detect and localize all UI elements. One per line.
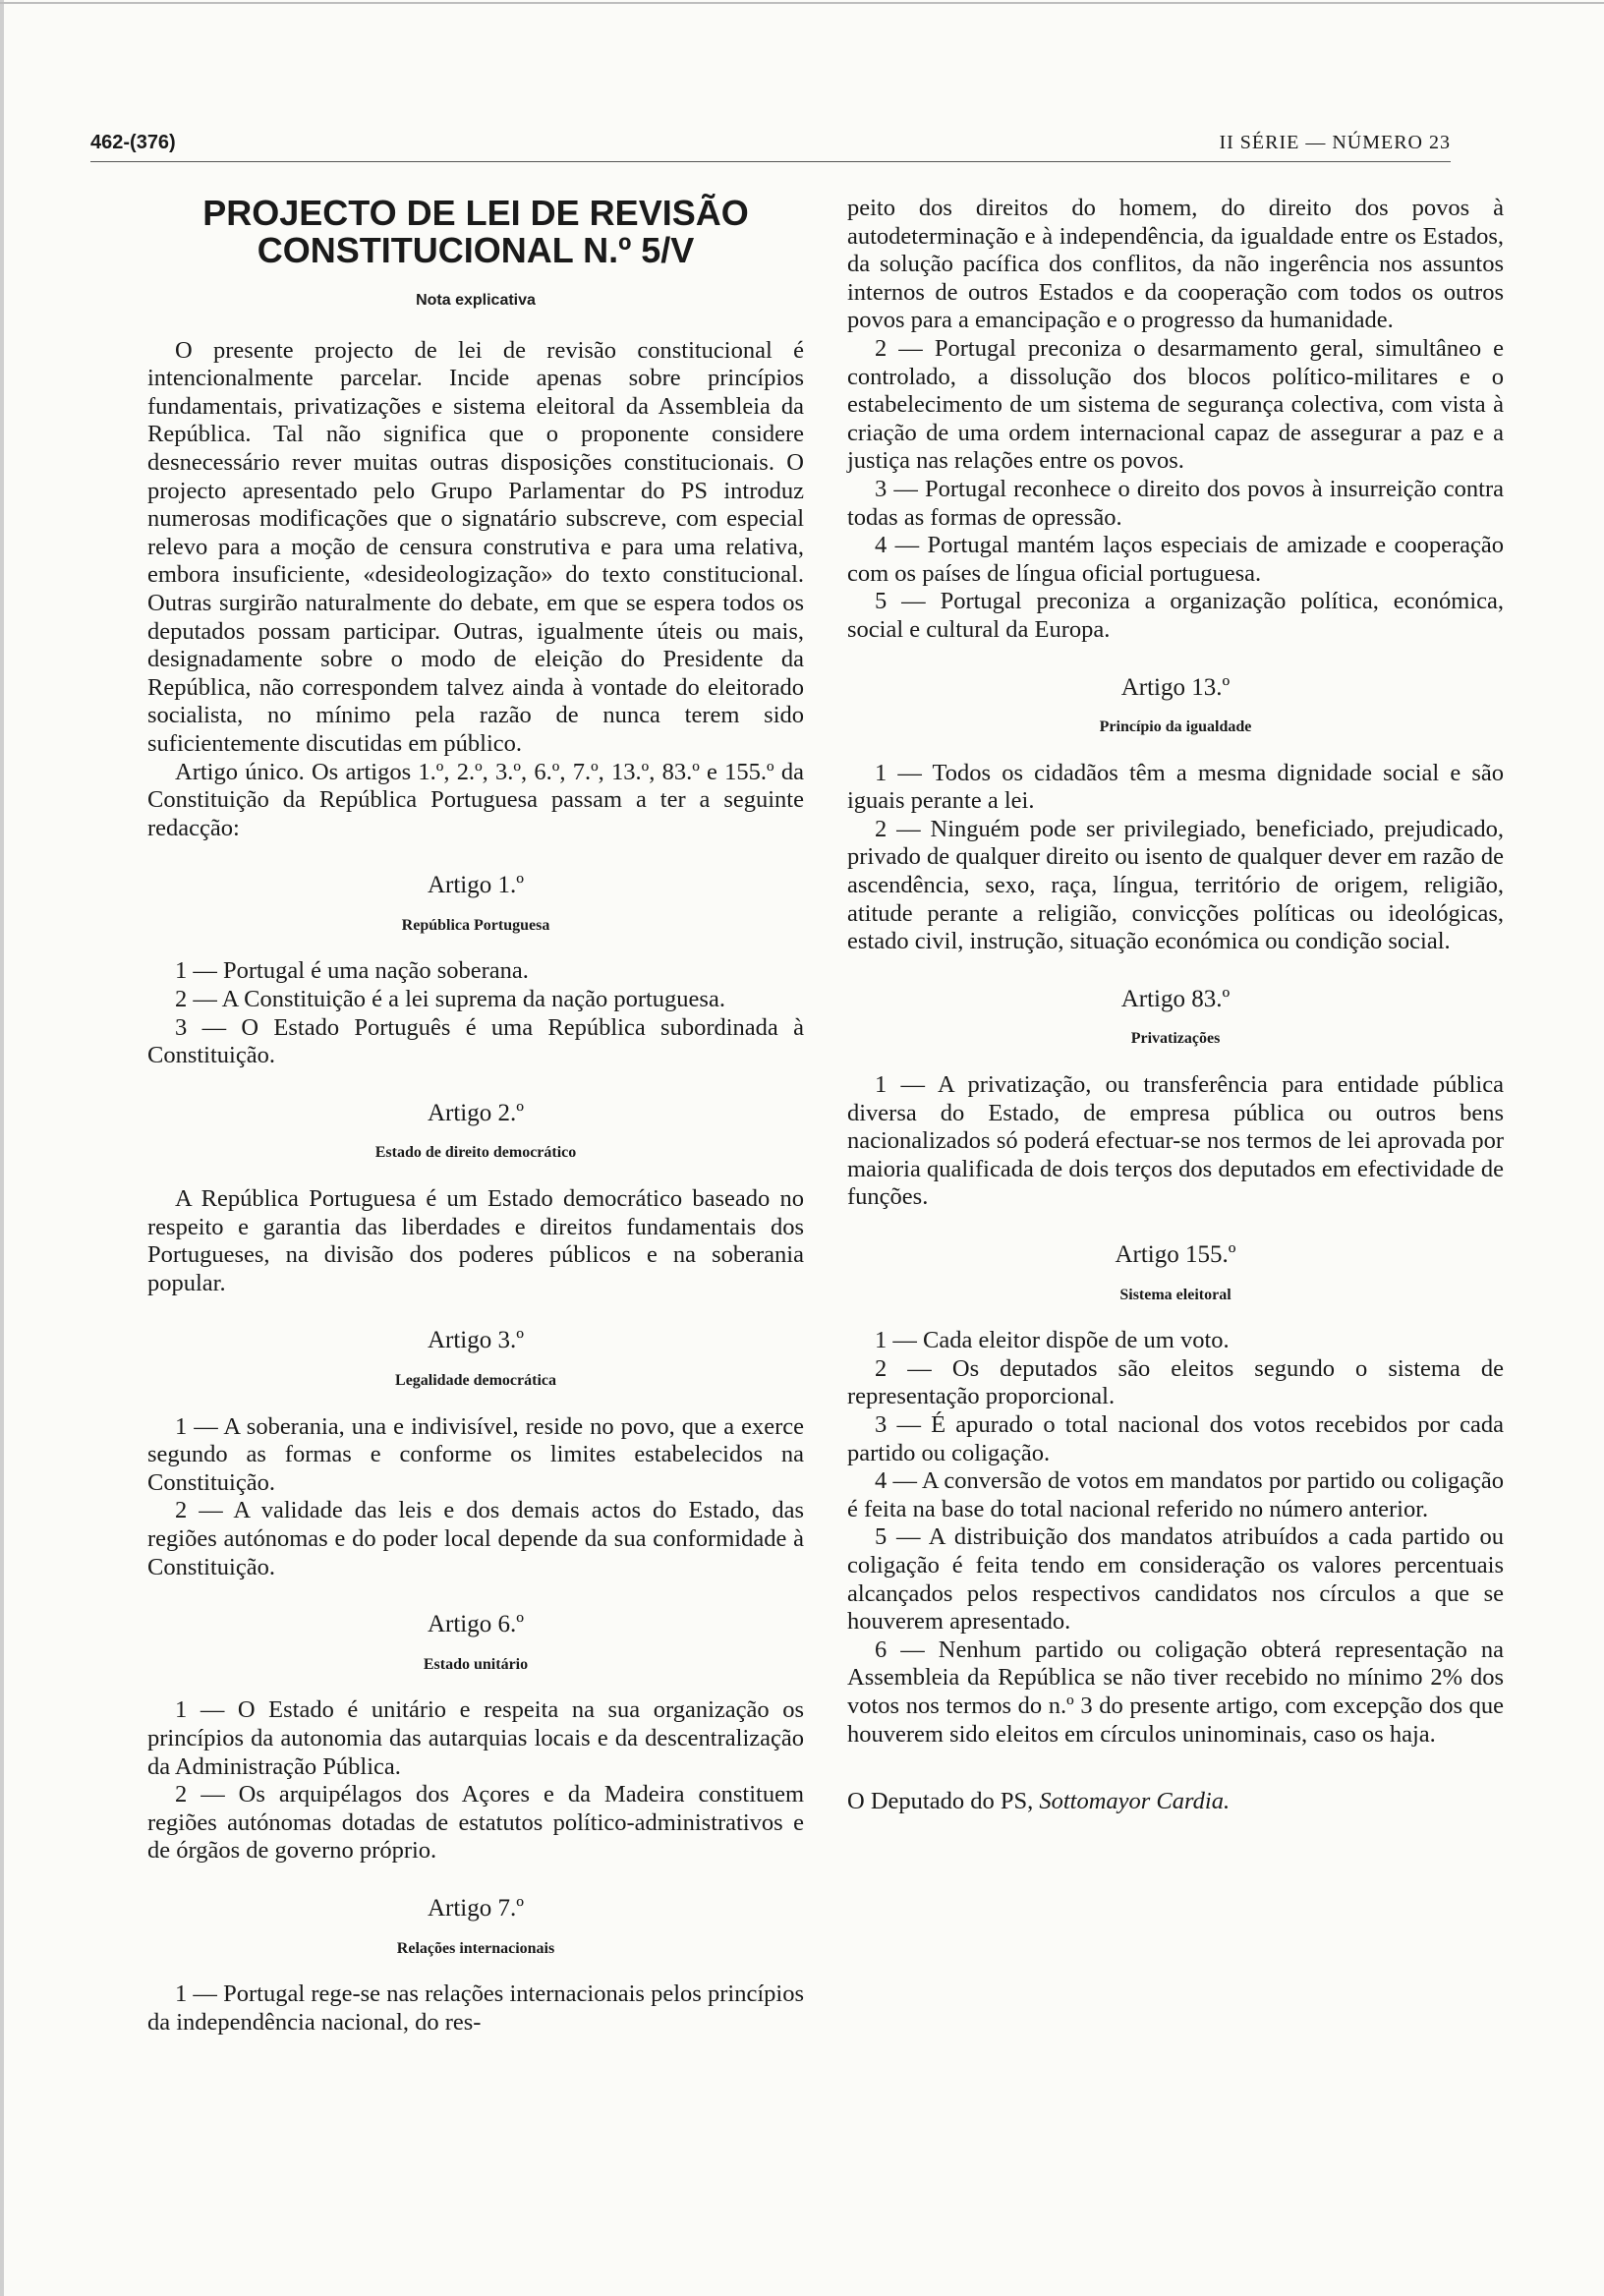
art155-p5: 5 — A distribuição dos mandatos atribuídos a cada partido ou coligação é feita tendo em consideração os valores percentuais alcançados pelos respectivos candidatos nos círculos a que se houverem apresentado. [847, 1523, 1504, 1636]
art155-p3: 3 — É apurado o total nacional dos votos recebidos por cada partido ou coligação. [847, 1410, 1504, 1466]
artigo-unico: Artigo único. Os artigos 1.º, 2.º, 3.º, 6.º, 7.º, 13.º, 83.º e 155.º da Constituição da República Portuguesa passam a ter a seguinte redacção: [147, 758, 804, 841]
art155-subtitle: Sistema eleitoral [1119, 1286, 1232, 1303]
art13-title: Artigo 13.º [1120, 673, 1231, 701]
art155-p4: 4 — A conversão de votos em mandatos por partido ou coligação é feita na base do total nacional referido no número anterior. [847, 1467, 1504, 1522]
art7-p1: 1 — Portugal rege-se nas relações internacionais pelos princípios da independência nacional, do res- [147, 1980, 804, 2036]
art7-p5: 5 — Portugal preconiza a organização política, económica, social e cultural da Europa. [847, 588, 1504, 643]
art6-p2: 2 — Os arquipélagos dos Açores e da Madeira constituem regiões autónomas dotadas de estatutos político-administrativos e de órgãos de governo próprio. [147, 1781, 804, 1865]
art1-title: Artigo 1.º [427, 872, 525, 899]
art2-title: Artigo 2.º [427, 1099, 525, 1126]
art1-p2: 2 — A Constituição é a lei suprema da nação portuguesa. [175, 986, 725, 1013]
art3-p2: 2 — A validade das leis e dos demais actos do Estado, das regiões autónomas e do poder local depende da sua conformidade à Constituição. [147, 1497, 804, 1580]
nota-text: O presente projecto de lei de revisão constitucional é intencionalmente parcelar. Incide apenas sobre princípios fundamentais, privatizações e sistema eleitoral da Assembleia da República. Tal não significa que o proponente considere desnecessário rever muitas outras disposições constitucionais. O projecto apresentado pelo Grupo Parlamentar do PS introduz numerosas modificações que o signatário subscreve, com especial relevo para a moção de censura construtiva e para uma relativa, embora insuficiente, «desideologização» do texto constitucional. Outras surgirão naturalmente do debate, em que se espera todos os deputados possam participar. Outras, igualmente úteis ou mais, designadamente sobre o modo de eleição do Presidente da República, não correspondem talvez ainda à vontade do eleitorado socialista, no mínimo pela razão de nunca terem sido suficientemente discutidas em público. [147, 336, 804, 757]
signature [847, 1788, 1504, 1816]
series-number: II SÉRIE — NÚMERO 23 [1219, 132, 1451, 153]
art155-p6: 6 — Nenhum partido ou coligação obterá representação na Assembleia da República se não tiver recebido no mínimo 2% dos votos nos termos do n.º 3 do presente artigo, com excepção dos que houverem sido eleitos em círculos uninominais, caso os haja. [847, 1636, 1504, 1748]
art2-subtitle: Estado de direito democrático [374, 1144, 577, 1162]
art3-title: Artigo 3.º [427, 1327, 525, 1354]
signature-prefix: O Deputado do PS, [847, 1788, 1034, 1815]
left-column [147, 195, 804, 2037]
page-edge [0, 0, 4, 2296]
art155-p2: 2 — Os deputados são eleitos segundo o sistema de representação proporcional. [847, 1354, 1504, 1410]
art7-p2: 2 — Portugal preconiza o desarmamento geral, simultâneo e controlado, a dissolução dos blocos político-militares e o estabelecimento de um sistema de segurança colectiva, com vista à criação de uma ordem internacional capaz de assegurar a paz e a justiça nas relações entre os povos. [847, 334, 1504, 475]
art7-p3: 3 — Portugal reconhece o direito dos povos à insurreição contra todas as formas de opressão. [847, 475, 1504, 531]
nota-title: Nota explicativa [416, 292, 536, 309]
art6-title: Artigo 6.º [427, 1611, 525, 1638]
page-number: 462-(376) [90, 132, 176, 153]
art83-subtitle: Privatizações [1130, 1030, 1221, 1048]
art13-p1: 1 — Todos os cidadãos têm a mesma dignidade social e são iguais perante a lei. [847, 759, 1504, 815]
art3-subtitle: Legalidade democrática [395, 1372, 556, 1389]
art83-p1: 1 — A privatização, ou transferência para entidade pública diversa do Estado, de empresa pública ou outros bens nacionalizados só poderá efectuar-se nos termos de lei aprovada por maioria qualificada de dois terços dos deputados em efectividade de funções. [847, 1071, 1504, 1211]
art7-p4: 4 — Portugal mantém laços especiais de amizade e cooperação com os países de língua oficial portuguesa. [847, 532, 1504, 587]
art7-title: Artigo 7.º [427, 1894, 525, 1922]
art7-continuation: peito dos direitos do homem, do direito dos povos à autodeterminação e à independência, da igualdade entre os Estados, da solução pacífica dos conflitos, da não ingerência nos assuntos internos de outros Estados e da cooperação com todos os outros povos para a emancipação e o progresso da humanidade. [847, 195, 1504, 334]
top-border [0, 2, 1604, 4]
art7-subtitle: Relações internacionais [396, 1939, 555, 1957]
document-title: PROJECTO DE LEI DE REVISÃO CONSTITUCIONAL N.º 5/V [202, 193, 749, 270]
art13-p2: 2 — Ninguém pode ser privilegiado, beneficiado, prejudicado, privado de qualquer direito ou isento de qualquer dever em razão de ascendência, sexo, raça, língua, território de origem, religião, atitude perante a religião, convicções políticas ou ideológicas, estado civil, instrução, situação económica ou condição social. [847, 815, 1504, 955]
art6-subtitle: Estado unitário [423, 1655, 529, 1673]
page-header [90, 132, 1451, 161]
art1-p1: 1 — Portugal é uma nação soberana. [175, 957, 529, 985]
art155-title: Artigo 155.º [1115, 1241, 1236, 1268]
art6-p1: 1 — O Estado é unitário e respeita na sua organização os princípios da autonomia das autarquias locais e da descentralização da Administração Pública. [147, 1696, 804, 1780]
art83-title: Artigo 83.º [1120, 985, 1231, 1012]
art1-p3: 3 — O Estado Português é uma República subordinada à Constituição. [147, 1013, 804, 1069]
art1-subtitle: República Portuguesa [401, 916, 550, 934]
header-rule [90, 161, 1451, 162]
signature-name: Sottomayor Cardia. [1039, 1788, 1231, 1815]
art155-p1: 1 — Cada eleitor dispõe de um voto. [875, 1327, 1230, 1354]
art3-p1: 1 — A soberania, una e indivisível, reside no povo, que a exerce segundo as formas e conforme os limites estabelecidos na Constituição. [147, 1412, 804, 1496]
right-column [847, 195, 1504, 1816]
art13-subtitle: Princípio da igualdade [1099, 718, 1252, 736]
art2-p1: A República Portuguesa é um Estado democrático baseado no respeito e garantia das liberdades e direitos fundamentais dos Portugueses, na divisão dos poderes públicos e na soberania popular. [147, 1185, 804, 1296]
